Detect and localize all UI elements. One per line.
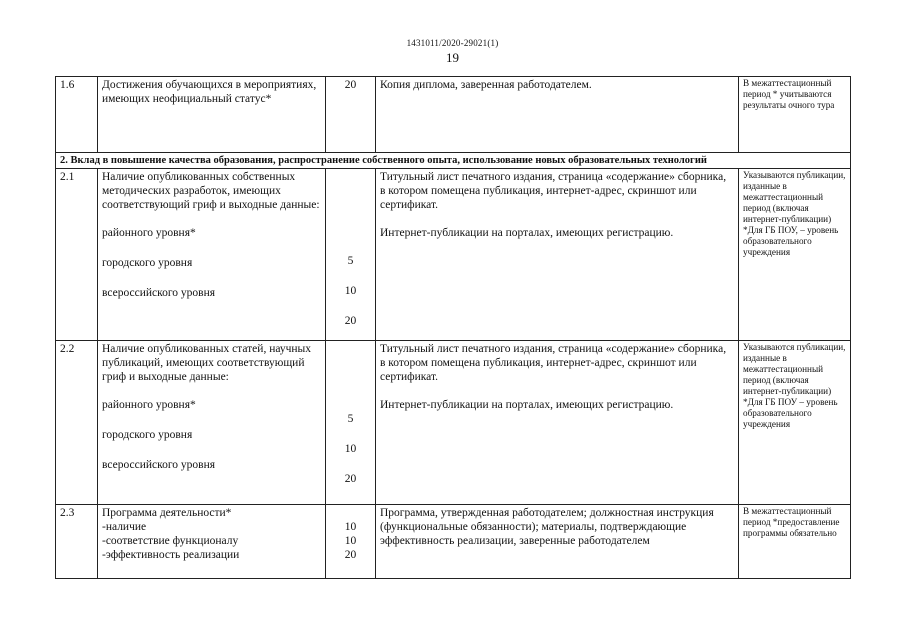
- level-city: городского уровня: [102, 429, 193, 441]
- criterion-text: Наличие опубликованных собственных методических разработок, имеющих соответствующий гриф и выходные данные:: [102, 171, 320, 211]
- level-city: городского уровня: [102, 257, 193, 269]
- criterion-cell: [98, 341, 326, 505]
- level-district: районного уровня*: [102, 227, 196, 239]
- note-text: В межаттестационный период *предоставление программы обязательно: [739, 505, 851, 579]
- table-row: [56, 505, 851, 579]
- evidence-online: Интернет-публикации на порталах, имеющих регистрацию.: [380, 399, 674, 411]
- evidence-online: Интернет-публикации на порталах, имеющих регистрацию.: [380, 227, 674, 239]
- note-text: Указываются публикации, изданные в межаттестационный период (включая интернет-публикации) *Для ГБ ПОУ, – уровень образовательного учреждения: [739, 169, 851, 341]
- points-district: 5: [347, 413, 354, 425]
- page-number: 19: [446, 50, 459, 65]
- points-federal: 20: [344, 315, 357, 327]
- points-compliance: 10: [344, 535, 357, 547]
- evidence-text: Копия диплома, заверенная работодателем.: [376, 77, 739, 153]
- evidence-text: Программа, утвержденная работодателем; должностная инструкция (функциональные обязанности); материалы, подтверждающие эффективность реализации, заверенные работодателем: [376, 505, 739, 579]
- table-row: [56, 77, 851, 153]
- section-heading-row: [56, 153, 851, 169]
- criterion-cell: [98, 505, 326, 579]
- criterion-cell: [98, 169, 326, 341]
- item-compliance: -соответствие функционалу: [102, 535, 239, 547]
- note-text: Указываются публикации, изданные в межаттестационный период (включая интернет-публикации) *Для ГБ ПОУ – уровень образовательного учреждения: [739, 341, 851, 505]
- document-code: 1431011/2020-29021(1): [406, 38, 499, 48]
- row-number: 2.2: [56, 341, 98, 505]
- table-row: [56, 169, 851, 341]
- level-federal: всероссийского уровня: [102, 459, 216, 471]
- points-city: 10: [344, 285, 357, 297]
- row-number: 1.6: [56, 77, 98, 153]
- table-row: [56, 341, 851, 505]
- note-text: В межаттестационный период * учитываются результаты очного тура: [739, 77, 851, 153]
- points-cell: [326, 169, 376, 341]
- evidence-text: Титульный лист печатного издания, страница «содержание» сборника, в котором помещена публикация, интернет-адрес, скриншот или сертификат.: [380, 171, 727, 211]
- level-federal: всероссийского уровня: [102, 287, 216, 299]
- level-district: районного уровня*: [102, 399, 196, 411]
- criteria-table: [55, 76, 851, 579]
- points-cell: [326, 505, 376, 579]
- points-cell: [326, 341, 376, 505]
- item-presence: -наличие: [102, 521, 147, 533]
- points-presence: 10: [344, 521, 357, 533]
- points-district: 5: [347, 255, 354, 267]
- points-effectiveness: 20: [344, 549, 357, 561]
- section-title: 2. Вклад в повышение качества образования, распространение собственного опыта, использование новых образовательных технологий: [56, 153, 851, 169]
- row-number: 2.3: [56, 505, 98, 579]
- criterion-text: Достижения обучающихся в мероприятиях, имеющих неофициальный статус*: [98, 77, 326, 153]
- evidence-cell: [376, 169, 739, 341]
- row-number: 2.1: [56, 169, 98, 341]
- points-city: 10: [344, 443, 357, 455]
- evidence-text: Титульный лист печатного издания, страница «содержание» сборника, в котором помещена публикация, интернет-адрес, скриншот или сертификат.: [380, 343, 727, 383]
- criterion-text: Программа деятельности*: [102, 507, 232, 519]
- evidence-cell: [376, 341, 739, 505]
- criterion-text: Наличие опубликованных статей, научных публикаций, имеющих соответствующий гриф и выходные данные:: [102, 343, 312, 383]
- points-federal: 20: [344, 473, 357, 485]
- item-effectiveness: -эффективность реализации: [102, 549, 240, 561]
- points-value: 20: [326, 77, 376, 153]
